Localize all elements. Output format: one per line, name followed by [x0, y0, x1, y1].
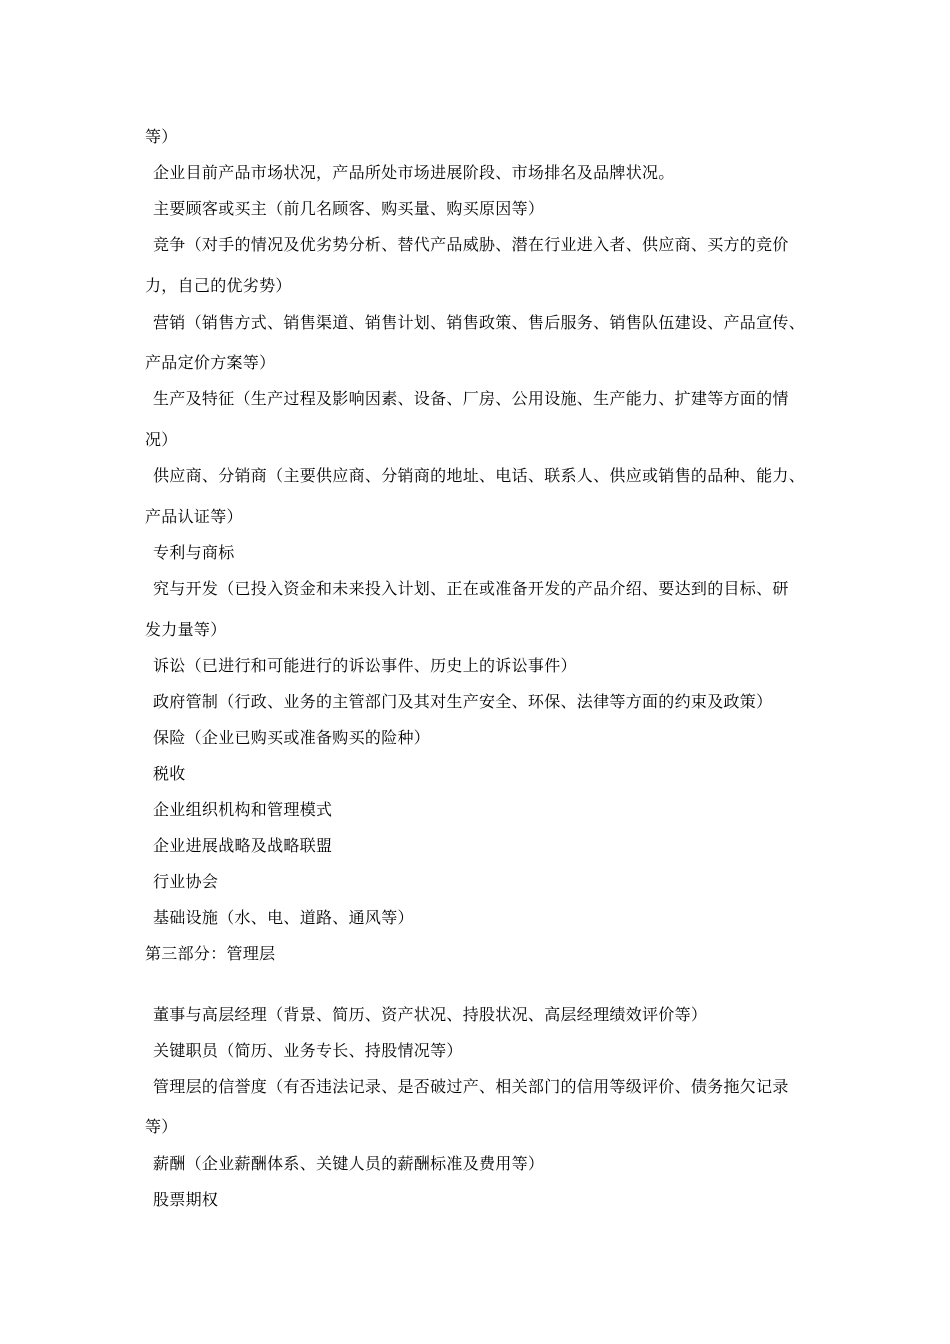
text-line: 等）	[145, 127, 178, 146]
text-line: 管理层的信誉度（有否违法记录、是否破过产、相关部门的信用等级评价、债务拖欠记录	[153, 1077, 789, 1096]
text-line: 行业协会	[153, 872, 219, 891]
text-line: 关键职员（简历、业务专长、持股情况等）	[153, 1041, 463, 1060]
text-line: 保险（企业已购买或准备购买的险种）	[153, 728, 431, 747]
text-line: 营销（销售方式、销售渠道、销售计划、销售政策、售后服务、销售队伍建设、产品宣传、	[153, 313, 806, 332]
section-heading: 第三部分：管理层	[145, 944, 276, 963]
text-line: 产品定价方案等）	[145, 353, 276, 372]
text-line: 主要顾客或买主（前几名顾客、购买量、购买原因等）	[153, 199, 545, 218]
text-line: 基础设施（水、电、道路、通风等）	[153, 908, 414, 927]
text-line: 企业进展战略及战略联盟	[153, 836, 333, 855]
text-line: 薪酬（企业薪酬体系、关键人员的薪酬标准及费用等）	[153, 1154, 545, 1173]
text-line: 竞争（对手的情况及优劣势分析、替代产品威胁、潜在行业进入者、供应商、买方的竞价	[153, 235, 789, 254]
text-line: 企业目前产品市场状况，产品所处市场进展阶段、市场排名及品牌状况。	[153, 163, 675, 182]
text-line: 等）	[145, 1117, 178, 1136]
text-line: 股票期权	[153, 1190, 219, 1209]
text-line: 专利与商标	[153, 543, 235, 562]
text-line: 诉讼（已进行和可能进行的诉讼事件、历史上的诉讼事件）	[153, 656, 577, 675]
text-line: 生产及特征（生产过程及影响因素、设备、厂房、公用设施、生产能力、扩建等方面的情	[153, 389, 789, 408]
text-line: 力，自己的优劣势）	[145, 276, 292, 295]
text-line: 供应商、分销商（主要供应商、分销商的地址、电话、联系人、供应或销售的品种、能力、	[153, 466, 806, 485]
text-line: 究与开发（已投入资金和未来投入计划、正在或准备开发的产品介绍、要达到的目标、研	[153, 579, 789, 598]
text-line: 董事与高层经理（背景、简历、资产状况、持股状况、高层经理绩效评价等）	[153, 1005, 708, 1024]
text-line: 产品认证等）	[145, 507, 243, 526]
text-line: 企业组织机构和管理模式	[153, 800, 333, 819]
text-line: 税收	[153, 764, 186, 783]
text-line: 况）	[145, 430, 178, 449]
text-line: 政府管制（行政、业务的主管部门及其对生产安全、环保、法律等方面的约束及政策）	[153, 692, 773, 711]
text-line: 发力量等）	[145, 620, 227, 639]
